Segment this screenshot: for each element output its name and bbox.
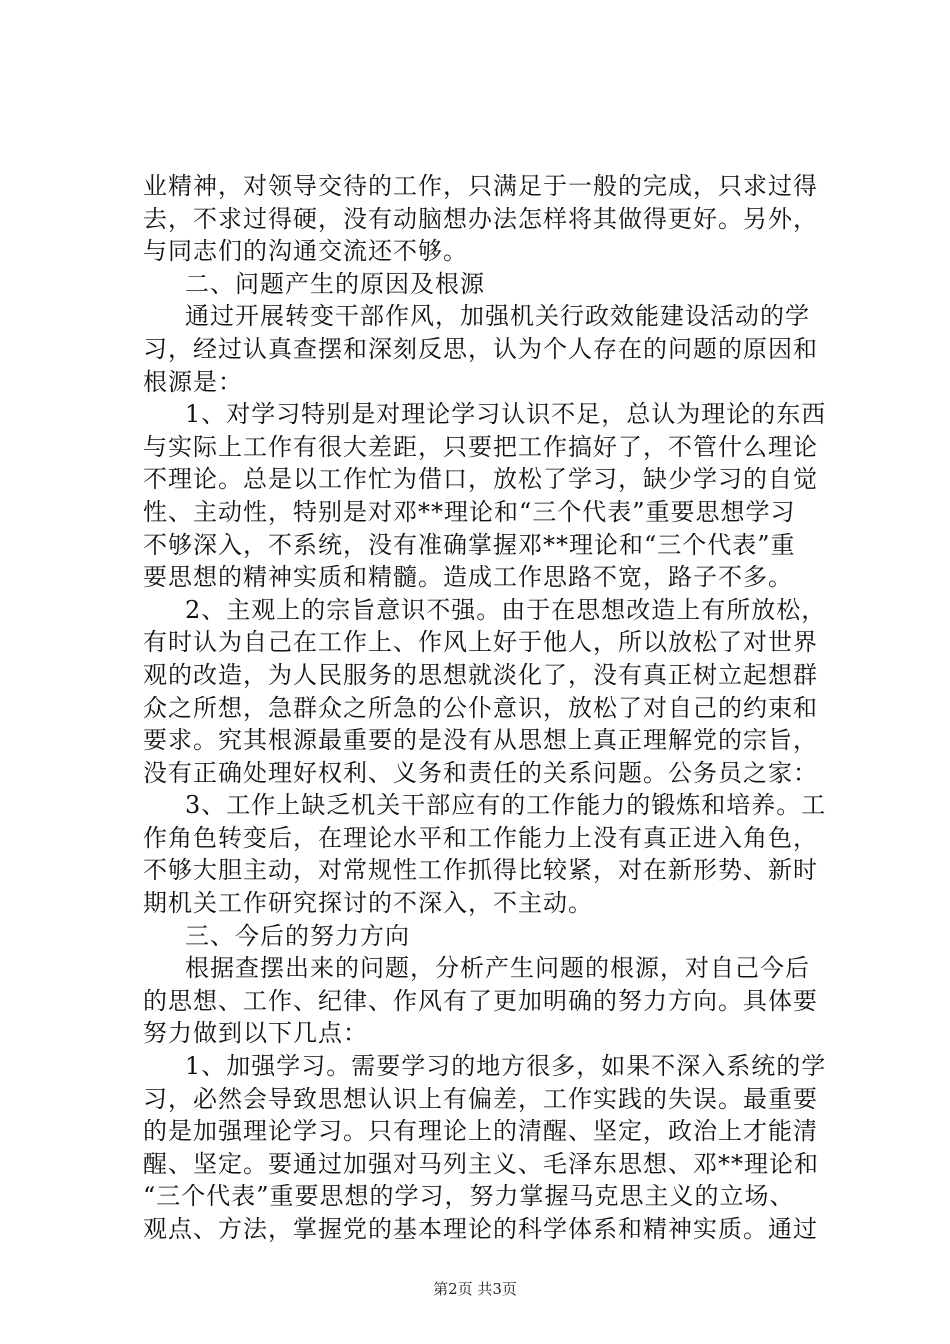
text-line: 3、工作上缺乏机关干部应有的工作能力的锻炼和培养。工 bbox=[185, 791, 827, 820]
text-line: 要求。究其根源最重要的是没有从思想上真正理解党的宗旨， bbox=[143, 726, 818, 755]
text-line: “三个代表”重要思想的学习，努力掌握马克思主义的立场、 bbox=[143, 1182, 795, 1211]
text-line: 去，不求过得硬，没有动脑想办法怎样将其做得更好。另外， bbox=[143, 204, 818, 233]
text-line: 要思想的精神实质和精髓。造成工作思路不宽，路子不多。 bbox=[143, 563, 793, 592]
text-line: 二、问题产生的原因及根源 bbox=[185, 269, 485, 298]
text-line: 有时认为自己在工作上、作风上好于他人，所以放松了对世界 bbox=[143, 628, 818, 657]
text-line: 通过开展转变干部作风，加强机关行政效能建设活动的学 bbox=[185, 302, 810, 331]
text-line: 作角色转变后，在理论水平和工作能力上没有真正进入角色， bbox=[143, 823, 818, 852]
text-line: 不够大胆主动，对常规性工作抓得比较紧，对在新形势、新时 bbox=[143, 856, 818, 885]
text-line: 醒、坚定。要通过加强对马列主义、毛泽东思想、邓**理论和 bbox=[143, 1149, 819, 1178]
text-line: 观的改造，为人民服务的思想就淡化了，没有真正树立起想群 bbox=[143, 660, 818, 689]
text-line: 与同志们的沟通交流还不够。 bbox=[143, 237, 468, 266]
text-line: 与实际上工作有很大差距，只要把工作搞好了，不管什么理论 bbox=[143, 432, 818, 461]
page-footer: 第2页 共3页 bbox=[433, 1280, 517, 1298]
text-line: 根据查摆出来的问题，分析产生问题的根源，对自己今后 bbox=[185, 954, 810, 983]
text-line: 不理论。总是以工作忙为借口，放松了学习，缺少学习的自觉 bbox=[143, 465, 818, 494]
text-line: 三、今后的努力方向 bbox=[185, 921, 410, 950]
text-line: 期机关工作研究探讨的不深入，不主动。 bbox=[143, 889, 593, 918]
text-line: 努力做到以下几点： bbox=[143, 1019, 368, 1048]
text-line: 的思想、工作、纪律、作风有了更加明确的努力方向。具体要 bbox=[143, 986, 818, 1015]
text-line: 众之所想，急群众之所急的公仆意识，放松了对自己的约束和 bbox=[143, 693, 818, 722]
text-line: 习，必然会导致思想认识上有偏差，工作实践的失误。最重要 bbox=[143, 1084, 818, 1113]
text-line: 不够深入，不系统，没有准确掌握邓**理论和“三个代表”重 bbox=[143, 530, 796, 559]
text-line: 没有正确处理好权利、义务和责任的关系问题。公务员之家： bbox=[143, 758, 818, 787]
text-line: 的是加强理论学习。只有理论上的清醒、坚定，政治上才能清 bbox=[143, 1117, 818, 1146]
text-line: 2、主观上的宗旨意识不强。由于在思想改造上有所放松， bbox=[185, 595, 827, 624]
text-line: 根源是： bbox=[143, 367, 243, 396]
text-line: 性、主动性，特别是对邓**理论和“三个代表”重要思想学习 bbox=[143, 497, 796, 526]
document-body bbox=[143, 170, 833, 1246]
text-line: 1、加强学习。需要学习的地方很多，如果不深入系统的学 bbox=[185, 1052, 827, 1081]
text-line: 1、对学习特别是对理论学习认识不足，总认为理论的东西 bbox=[185, 400, 827, 429]
text-line: 业精神，对领导交待的工作，只满足于一般的完成，只求过得 bbox=[143, 172, 818, 200]
text-line: 习，经过认真查摆和深刻反思，认为个人存在的问题的原因和 bbox=[143, 334, 818, 363]
text-line: 观点、方法，掌握党的基本理论的科学体系和精神实质。通过 bbox=[143, 1215, 818, 1243]
